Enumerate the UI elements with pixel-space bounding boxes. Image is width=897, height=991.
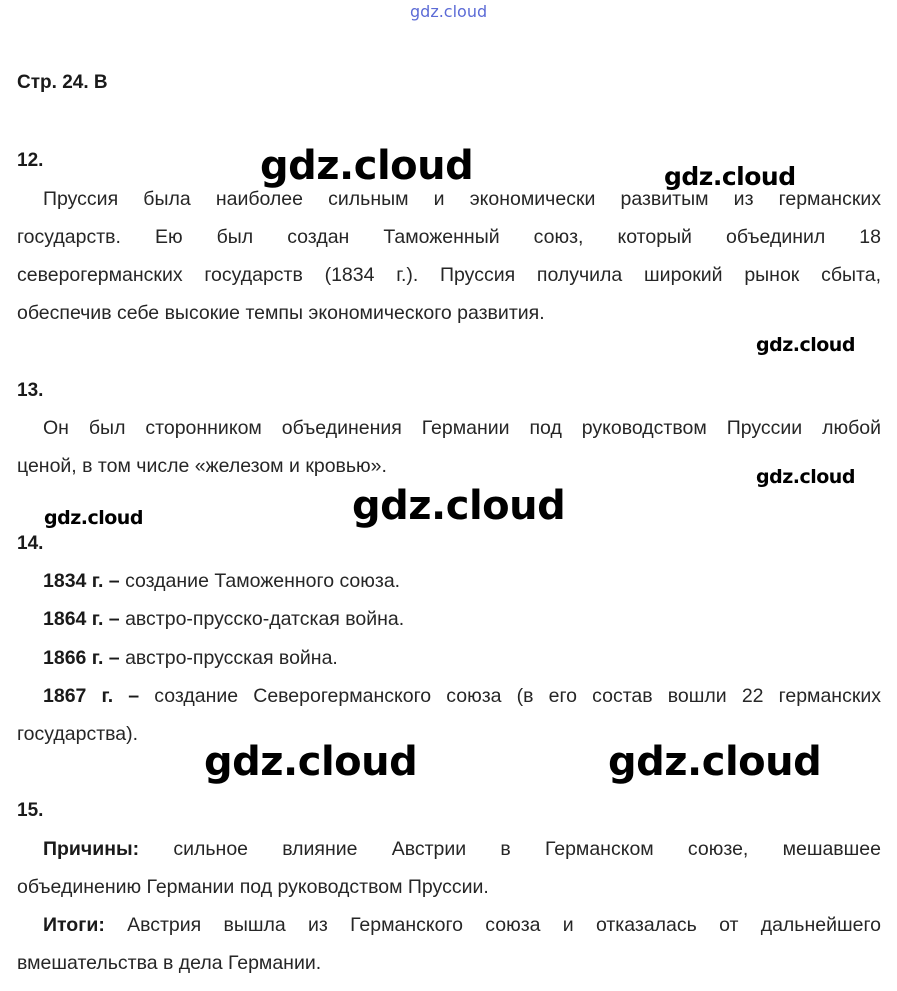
watermark-small: gdz.cloud xyxy=(756,466,855,488)
results-label: Итоги: xyxy=(43,914,105,936)
watermark-small: gdz.cloud xyxy=(44,507,143,529)
timeline-text: создание Северогерманского союза (в его состав вошли 22 германских xyxy=(139,685,881,707)
causes-line xyxy=(43,837,881,861)
paragraph-line: Он был сторонником объединения Германии под руководством Пруссии любой xyxy=(43,417,881,439)
watermark-small: gdz.cloud xyxy=(756,334,855,356)
section-number-15: 15. xyxy=(17,800,44,821)
paragraph-line: государств. Ею был создан Таможенный союз, который объединил 18 xyxy=(17,226,881,248)
paragraph-line: объединению Германии под руководством Пруссии. xyxy=(17,876,489,898)
page-title: Стр. 24. В xyxy=(17,72,108,93)
section-number-12: 12. xyxy=(17,150,44,171)
watermark-large: gdz.cloud xyxy=(352,483,566,529)
timeline-item xyxy=(43,646,881,670)
watermark-large: gdz.cloud xyxy=(204,739,418,785)
watermark-large: gdz.cloud xyxy=(260,143,474,189)
watermark-medium: gdz.cloud xyxy=(664,162,796,191)
paragraph-line: Пруссия была наиболее сильным и экономически развитым из германских xyxy=(43,188,881,210)
paragraph-line: обеспечив себе высокие темпы экономического развития. xyxy=(17,302,545,324)
timeline-item xyxy=(43,569,881,593)
paragraph-line: государства). xyxy=(17,723,139,745)
timeline-year: 1834 г. – xyxy=(43,570,120,592)
timeline-item xyxy=(43,607,881,631)
watermark-large: gdz.cloud xyxy=(608,739,822,785)
watermark-top: gdz.cloud xyxy=(410,2,488,21)
causes-text: сильное влияние Австрии в Германском союзе, мешавшее xyxy=(139,838,881,860)
timeline-year: 1864 г. – xyxy=(43,608,120,630)
section-number-14: 14. xyxy=(17,533,44,554)
timeline-year: 1866 г. – xyxy=(43,647,120,669)
timeline-item xyxy=(43,684,881,708)
causes-label: Причины: xyxy=(43,838,140,860)
timeline-text: создание Таможенного союза. xyxy=(119,570,401,592)
paragraph-line: ценой, в том числе «железом и кровью». xyxy=(17,455,387,477)
section-number-13: 13. xyxy=(17,380,44,401)
results-text: Австрия вышла из Германского союза и отказалась от дальнейшего xyxy=(104,914,881,936)
timeline-year: 1867 г. – xyxy=(43,685,140,707)
results-line xyxy=(43,913,881,937)
timeline-text: австро-прусская война. xyxy=(119,647,338,669)
paragraph-line: вмешательства в дела Германии. xyxy=(17,952,322,974)
paragraph-line: северогерманских государств (1834 г.). Пруссия получила широкий рынок сбыта, xyxy=(17,264,881,286)
timeline-text: австро-прусско-датская война. xyxy=(119,608,405,630)
